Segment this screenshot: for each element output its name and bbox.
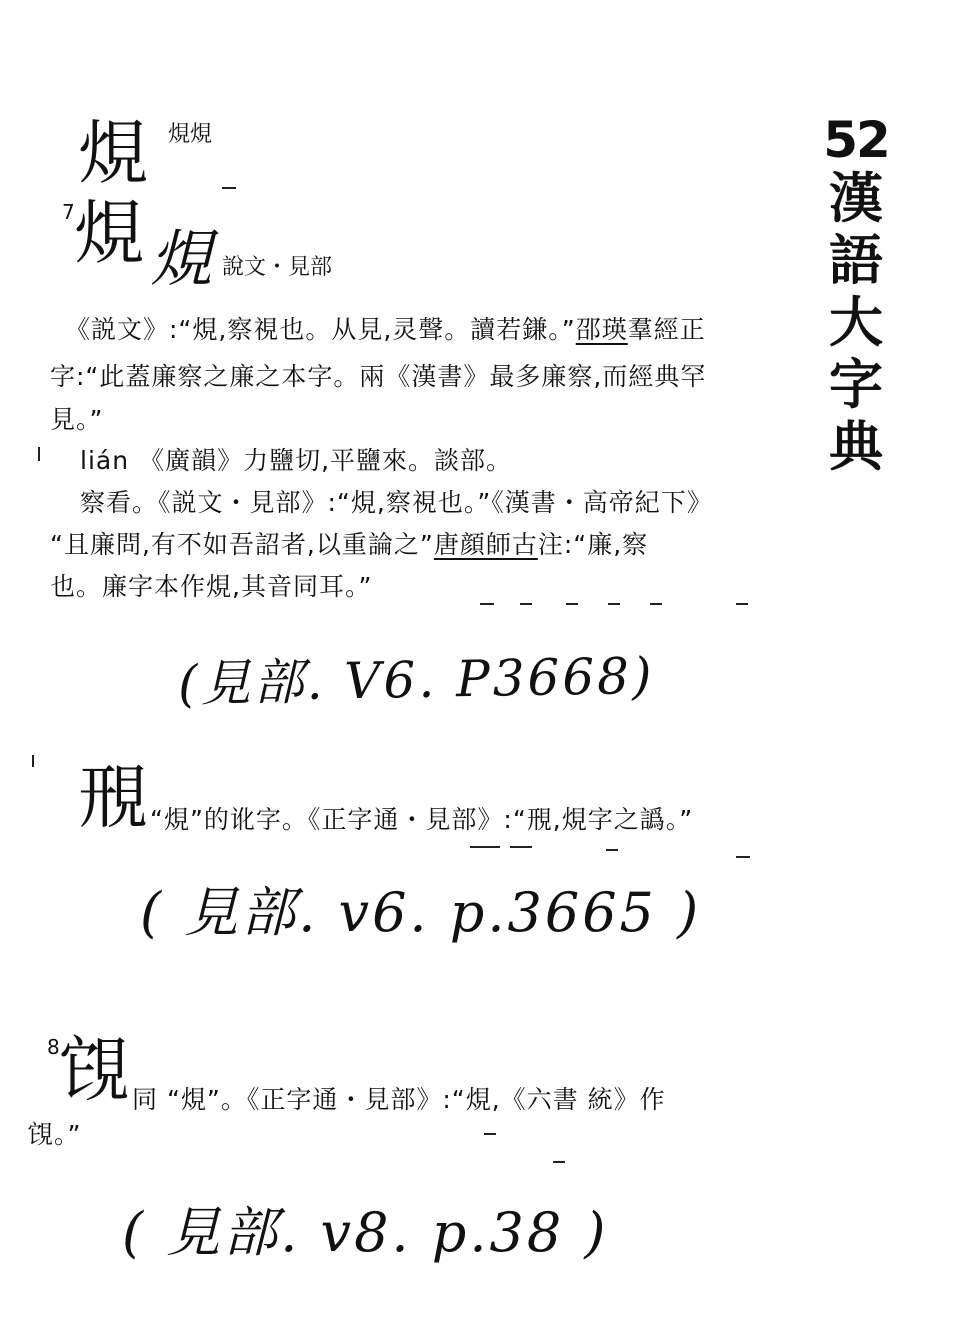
pronunciation-line <box>80 446 512 476</box>
sense-text: “且廉問,有不如吾詔者,以重論之” <box>50 530 434 559</box>
stroke-count: 8 <box>47 1035 60 1059</box>
pronunciation-text: 《廣韻》力鹽切,平鹽來。談部。 <box>139 446 513 475</box>
scan-mark <box>510 846 532 848</box>
scan-mark <box>736 856 750 858</box>
scan-mark <box>480 603 494 605</box>
entry-head-character: 䙹 <box>78 756 146 838</box>
scan-mark <box>606 849 618 851</box>
scan-mark <box>650 603 662 605</box>
person-name: 邵瑛 <box>575 315 628 344</box>
stroke-count: 7 <box>62 200 75 224</box>
handwritten-note: ( 見部. v6. p.3665 ) <box>140 881 702 944</box>
scan-mark <box>470 846 500 848</box>
person-name: 唐顔師古 <box>433 530 538 559</box>
side-title-char: 字 <box>829 352 883 416</box>
pinyin: lián <box>80 446 130 475</box>
definition-text: 《説文》:“䙺,察視也。从見,灵聲。讀若鎌。” <box>65 315 576 344</box>
side-title-char: 漢 <box>829 166 883 230</box>
entry-head-character: 䙾 <box>60 1029 128 1111</box>
handwritten-note: (見部. V6. P3668) <box>177 646 655 714</box>
scan-mark <box>484 1133 496 1135</box>
sense-line: 察看。《説文・見部》:“䙺,察視也。”《漢書・高帝紀下》 <box>80 488 713 517</box>
side-title-number: 52 <box>823 111 889 169</box>
definition-line <box>65 315 706 345</box>
sense-text: 注:“廉,察 <box>537 530 649 559</box>
entry-head-character: 䙺 <box>74 192 142 274</box>
handwritten-note: ( 見部. v8. p.38 ) <box>122 1201 609 1264</box>
scan-mark <box>520 603 532 605</box>
scan-mark <box>222 187 236 189</box>
sense-line <box>50 530 648 560</box>
definition-text: 羣經正 <box>627 315 706 344</box>
source-label: 說文・見部 <box>222 255 333 280</box>
side-title-char: 大 <box>829 290 883 354</box>
entry-head-character: 䙺 <box>78 112 146 194</box>
entry-variant-forms: 䙺䙺 <box>168 122 213 147</box>
scan-mark <box>566 603 578 605</box>
definition-line: 同 “䙺”。《正字通・見部》:“䙺,《六書 統》作 <box>132 1085 666 1114</box>
definition-line: 字:“此蓋廉察之廉之本字。兩《漢書》最多廉察,而經典罕 <box>50 362 707 391</box>
scan-mark <box>736 603 748 605</box>
side-title-char: 語 <box>829 228 883 292</box>
scan-mark <box>32 755 34 767</box>
scan-mark <box>553 1161 565 1163</box>
definition-line: 䙾。” <box>28 1120 82 1149</box>
side-title <box>820 111 892 478</box>
seal-script-form: 䙺 <box>150 222 213 295</box>
scan-mark <box>38 447 40 461</box>
side-title-char: 典 <box>829 414 883 478</box>
definition-line: “䙺”的讹字。《正字通・見部》:“䙹,䙺字之譌。” <box>150 805 694 834</box>
definition-line: 見。” <box>50 405 104 434</box>
sense-line: 也。廉字本作䙺,其音同耳。” <box>50 572 373 601</box>
scan-mark <box>608 603 620 605</box>
